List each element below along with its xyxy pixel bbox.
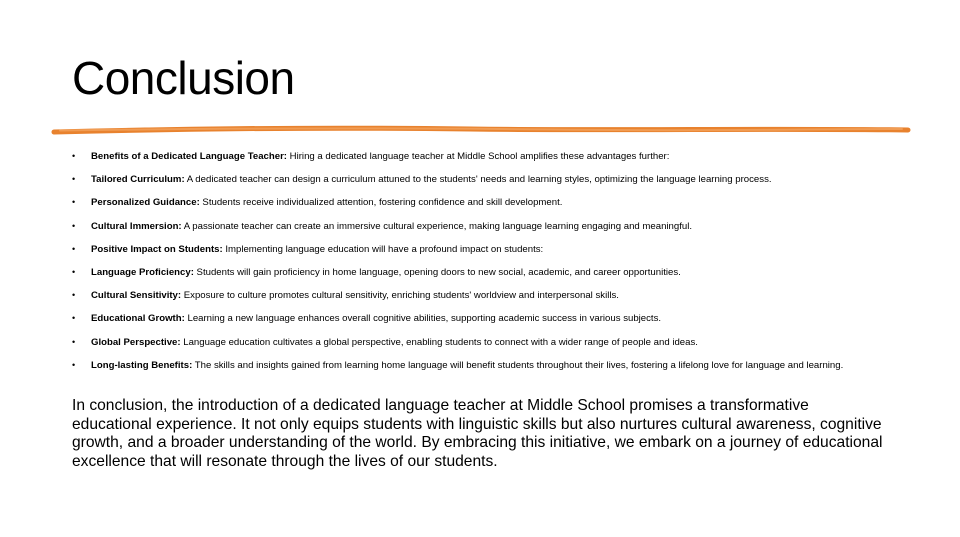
bullet-text: Students will gain proficiency in home language, opening doors to new social, academic, and career opportunities.	[193, 266, 681, 278]
bullet-dot: •	[72, 359, 76, 370]
bullet-text: Language education cultivates a global perspective, enabling students to connect with a wider range of people and ideas.	[180, 336, 698, 348]
bullet-item	[72, 290, 892, 301]
bullet-term: Tailored Curriculum:	[91, 174, 185, 186]
bullet-item	[72, 174, 892, 185]
bullet-term: Global Perspective:	[91, 336, 181, 348]
bullet-dot: •	[72, 243, 76, 254]
bullet-dot: •	[72, 313, 76, 324]
bullet-dot: •	[72, 266, 76, 277]
bullet-item	[72, 360, 892, 371]
bullet-term: Benefits of a Dedicated Language Teacher:	[91, 151, 288, 162]
bullet-term: Cultural Immersion:	[91, 220, 182, 232]
bullet-text: The skills and insights gained from learning home language will benefit students throughout their lives, fostering a lifelong love for language and learning.	[192, 359, 844, 371]
bullet-text: Students receive individualized attention, fostering confidence and skill development.	[199, 197, 563, 209]
bullet-list	[72, 151, 892, 383]
bullet-dot: •	[72, 197, 76, 208]
bullet-dot: •	[72, 290, 76, 301]
bullet-item	[72, 197, 892, 208]
bullet-dot: •	[72, 336, 76, 347]
bullet-item	[72, 151, 892, 162]
bullet-text: A dedicated teacher can design a curriculum attuned to the students' needs and learning styles, optimizing the language learning process.	[184, 174, 772, 186]
bullet-term: Positive Impact on Students:	[91, 243, 223, 255]
bullet-text: Exposure to culture promotes cultural sensitivity, enriching students' worldview and interpersonal skills.	[181, 290, 619, 302]
bullet-term: Personalized Guidance:	[91, 197, 200, 209]
slide-title: Conclusion	[72, 52, 295, 104]
bullet-item	[72, 267, 892, 278]
bullet-term: Educational Growth:	[91, 313, 185, 325]
bullet-term: Cultural Sensitivity:	[91, 290, 182, 302]
bullet-item	[72, 337, 892, 348]
bullet-term: Language Proficiency:	[91, 266, 194, 278]
bullet-item	[72, 313, 892, 324]
bullet-text: Learning a new language enhances overall cognitive abilities, supporting academic success in various subjects.	[184, 313, 662, 325]
bullet-text: Hiring a dedicated language teacher at Middle School amplifies these advantages further:	[287, 151, 670, 162]
bullet-item	[72, 244, 892, 255]
bullet-text: Implementing language education will have a profound impact on students:	[222, 243, 544, 255]
bullet-dot: •	[72, 220, 76, 231]
bullet-text: A passionate teacher can create an immersive cultural experience, making language learning engaging and meaningful.	[181, 220, 693, 232]
bullet-dot: •	[72, 151, 76, 161]
title-underline	[50, 121, 912, 141]
bullet-term: Long-lasting Benefits:	[91, 359, 193, 371]
bullet-item	[72, 221, 892, 232]
conclusion-paragraph: In conclusion, the introduction of a dedicated language teacher at Middle School promises a transformative educational experience. It not only equips students with linguistic skills but also nurtures cultural awareness, cognitive growth, and a broader understanding of the world. By embracing this initiative, we embark on a journey of educational excellence that will resonate through the lives of our students.	[72, 397, 883, 470]
bullet-dot: •	[72, 174, 76, 185]
